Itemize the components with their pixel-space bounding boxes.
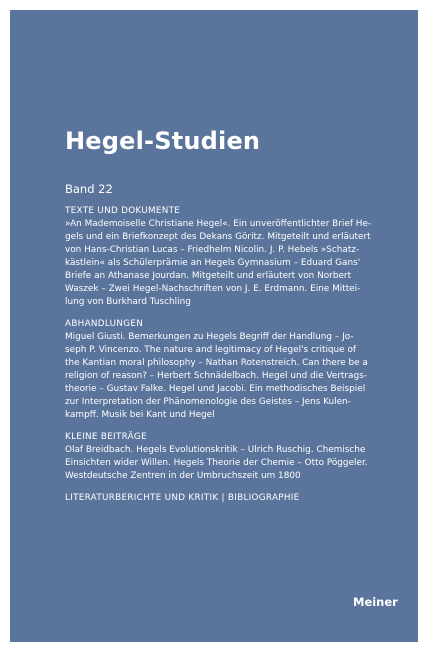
section-line: the Kantian moral philosophy – Nathan Rotenstreich. Can there be a: [65, 358, 368, 368]
section-heading: ABHANDLUNGEN: [65, 319, 144, 329]
book-title: Hegel-Studien: [65, 127, 261, 155]
publisher-logo: Meiner: [353, 595, 398, 609]
section-kleine-beitraege: [65, 431, 385, 483]
section-line: kästlein« als Schülerprämie an Hegels Gymnasium – Eduard Gans': [65, 258, 361, 268]
section-line: Miguel Giusti. Bemerkungen zu Hegels Begriff der Handlung – Jo-: [65, 332, 354, 342]
section-line: Waszek – Zwei Hegel-Nachschriften von J. E. Erdmann. Eine Mittei-: [65, 284, 361, 294]
volume-label: Band 22: [65, 182, 113, 196]
section-heading: KLEINE BEITRÄGE: [65, 432, 147, 442]
section-line: zur Interpretation der Phänomenologie des Geistes – Jens Kulen-: [65, 397, 351, 407]
section-line: theorie – Gustav Falke. Hegel und Jacobi. Ein methodisches Beispiel: [65, 384, 366, 394]
section-line: kampff. Musik bei Kant und Hegel: [65, 410, 215, 420]
section-texte-und-dokumente: [65, 205, 385, 309]
section-literaturberichte-bibliographie: LITERATURBERICHTE UND KRITIK | BIBLIOGRAPHIE: [65, 493, 300, 503]
section-line: »An Mademoiselle Christiane Hegel«. Ein unveröffentlichter Brief He-: [65, 219, 372, 229]
section-line: seph P. Vincenzo. The nature and legitimacy of Hegel's critique of: [65, 345, 357, 355]
section-line: Briefe an Athanase Jourdan. Mitgeteilt und erläutert von Norbert: [65, 271, 352, 281]
section-line: Olaf Breidbach. Hegels Evolutionskritik – Ulrich Ruschig. Chemische: [65, 445, 366, 455]
section-line: gels und ein Briefkonzept des Dekans Göritz. Mitgeteilt und erläutert: [65, 232, 371, 242]
book-cover: [10, 10, 418, 642]
section-line: religion of reason? – Herbert Schnädelbach. Hegel und die Vertrags-: [65, 371, 367, 381]
section-heading: TEXTE UND DOKUMENTE: [65, 206, 181, 216]
section-abhandlungen: [65, 318, 385, 422]
section-line: Einsichten wider Willen. Hegels Theorie der Chemie – Otto Pöggeler.: [65, 458, 368, 468]
section-line: Westdeutsche Zentren in der Umbruchszeit um 1800: [65, 471, 301, 481]
section-line: lung von Burkhard Tuschling: [65, 297, 191, 307]
section-line: von Hans-Christian Lucas – Friedhelm Nicolin. J. P. Hebels »Schatz-: [65, 245, 360, 255]
table-of-contents: [65, 205, 385, 505]
